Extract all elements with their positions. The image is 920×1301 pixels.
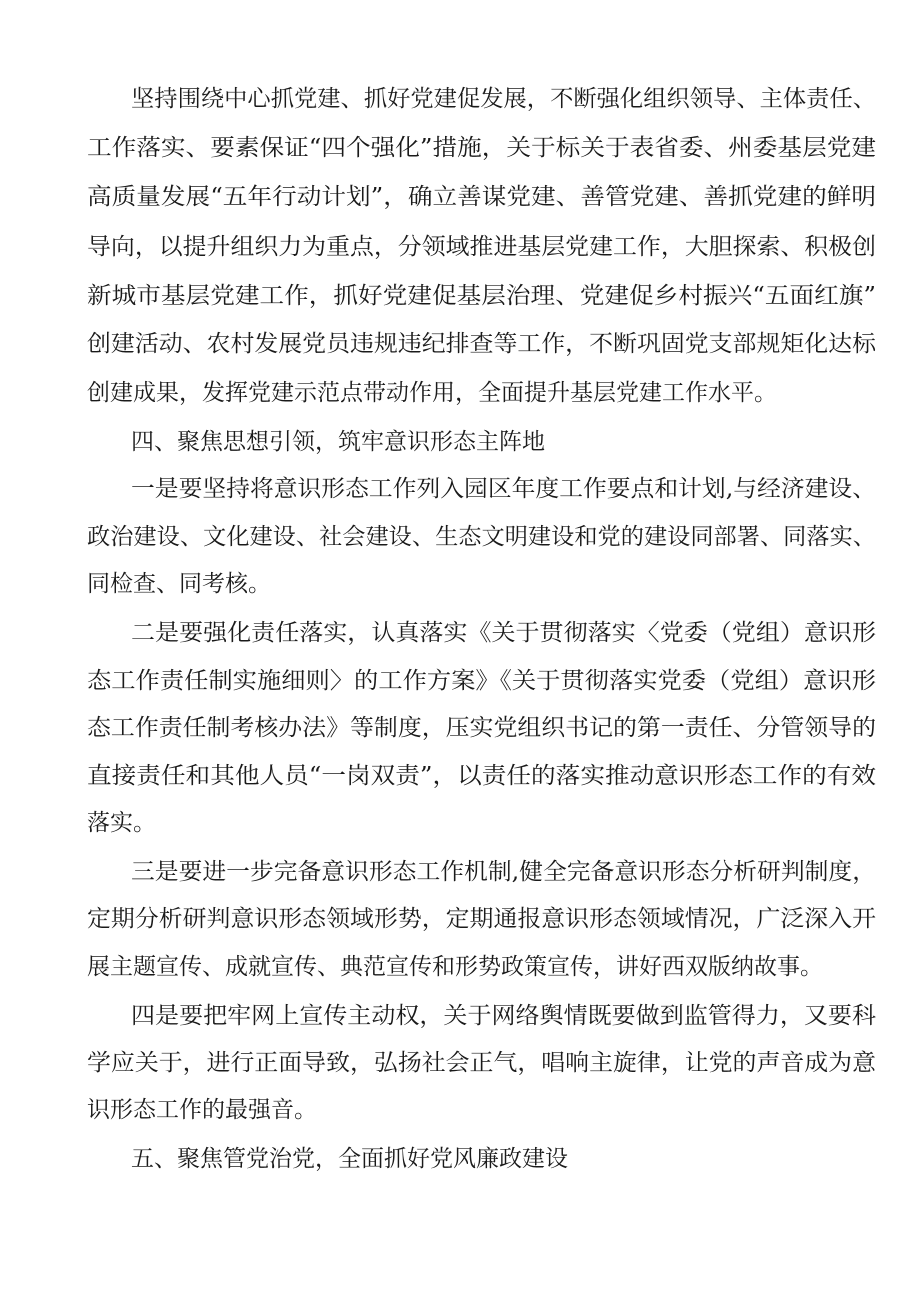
- line-text: 二是要强化责任落实，认真落实《关于贯彻落实〈党委（党组）意识形: [131, 620, 876, 646]
- paragraph-line: [0, 661, 920, 701]
- paragraph-line: [0, 517, 920, 557]
- paragraph-line: [0, 324, 920, 364]
- line-text: 直接责任和其他人员“一岗双责”，以责任的落实推动意识形态工作的有效: [87, 763, 876, 789]
- line-text: 四是要把牢网上宣传主动权，关于网络舆情既要做到监管得力，又要科: [131, 1003, 876, 1029]
- paragraph-line: [0, 996, 920, 1036]
- line-text: 导向，以提升组织力为重点，分领域推进基层党建工作，大胆探索、积极创: [87, 234, 877, 260]
- line-text: 落实。: [87, 810, 156, 836]
- paragraph-line: [0, 564, 920, 604]
- paragraph-line: [0, 708, 920, 748]
- paragraph-line: [0, 947, 920, 987]
- heading-text: 四、聚焦思想引领，筑牢意识形态主阵地: [131, 429, 545, 455]
- line-text: 创建成果，发挥党建示范点带动作用，全面提升基层党建工作水平。: [87, 380, 777, 406]
- section-heading: [0, 1139, 920, 1179]
- line-text: 识形态工作的最强音。: [87, 1097, 317, 1123]
- paragraph-line: [0, 803, 920, 843]
- paragraph-line: [0, 613, 920, 653]
- line-text: 学应关于，进行正面导致，弘扬社会正气，唱响主旋律，让党的声音成为意: [87, 1050, 877, 1076]
- line-text: 展主题宣传、成就宣传、典范宣传和形势政策宣传，讲好西双版纳故事。: [87, 954, 823, 980]
- line-text: 创建活动、农村发展党员违规违纪排查等工作，不断巩固党支部规矩化达标: [87, 331, 877, 357]
- paragraph-line: [0, 756, 920, 796]
- section-heading: [0, 422, 920, 462]
- paragraph-line: [0, 373, 920, 413]
- line-text: 新城市基层党建工作，抓好党建促基层治理、党建促乡村振兴“五面红旗”: [87, 283, 876, 309]
- line-text: 态工作责任制实施细则〉的工作方案》《关于贯彻落实党委（党组）意识形: [87, 668, 876, 694]
- paragraph-line: [0, 852, 920, 892]
- paragraph-line: [0, 227, 920, 267]
- paragraph-line: [0, 276, 920, 316]
- line-text: 态工作责任制考核办法》等制度，压实党组织书记的第一责任、分管领导的: [87, 715, 877, 741]
- line-text: 同检查、同考核。: [87, 571, 271, 597]
- paragraph-line: [0, 1090, 920, 1130]
- paragraph-line: [0, 79, 920, 119]
- line-text: 高质量发展“五年行动计划”，确立善谋党建、善管党建、善抓党建的鲜明: [87, 184, 876, 210]
- paragraph-line: [0, 128, 920, 168]
- line-text: 坚持围绕中心抓党建、抓好党建促发展，不断强化组织领导、主体责任、: [131, 86, 876, 112]
- line-text: 一是要坚持将意识形态工作列入园区年度工作要点和计划,与经济建设、: [131, 476, 876, 502]
- paragraph-line: [0, 469, 920, 509]
- paragraph-line: [0, 1043, 920, 1083]
- heading-text: 五、聚焦管党治党，全面抓好党风廉政建设: [131, 1146, 568, 1172]
- paragraph-line: [0, 899, 920, 939]
- line-text: 三是要进一步完备意识形态工作机制,健全完备意识形态分析研判制度，: [131, 859, 876, 885]
- paragraph-line: [0, 177, 920, 217]
- line-text: 政治建设、文化建设、社会建设、生态文明建设和党的建设同部署、同落实、: [87, 524, 876, 550]
- line-text: 定期分析研判意识形态领域形势，定期通报意识形态领域情况，广泛深入开: [87, 906, 877, 932]
- line-text: 工作落实、要素保证“四个强化”措施，关于标关于表省委、州委基层党建: [87, 135, 876, 161]
